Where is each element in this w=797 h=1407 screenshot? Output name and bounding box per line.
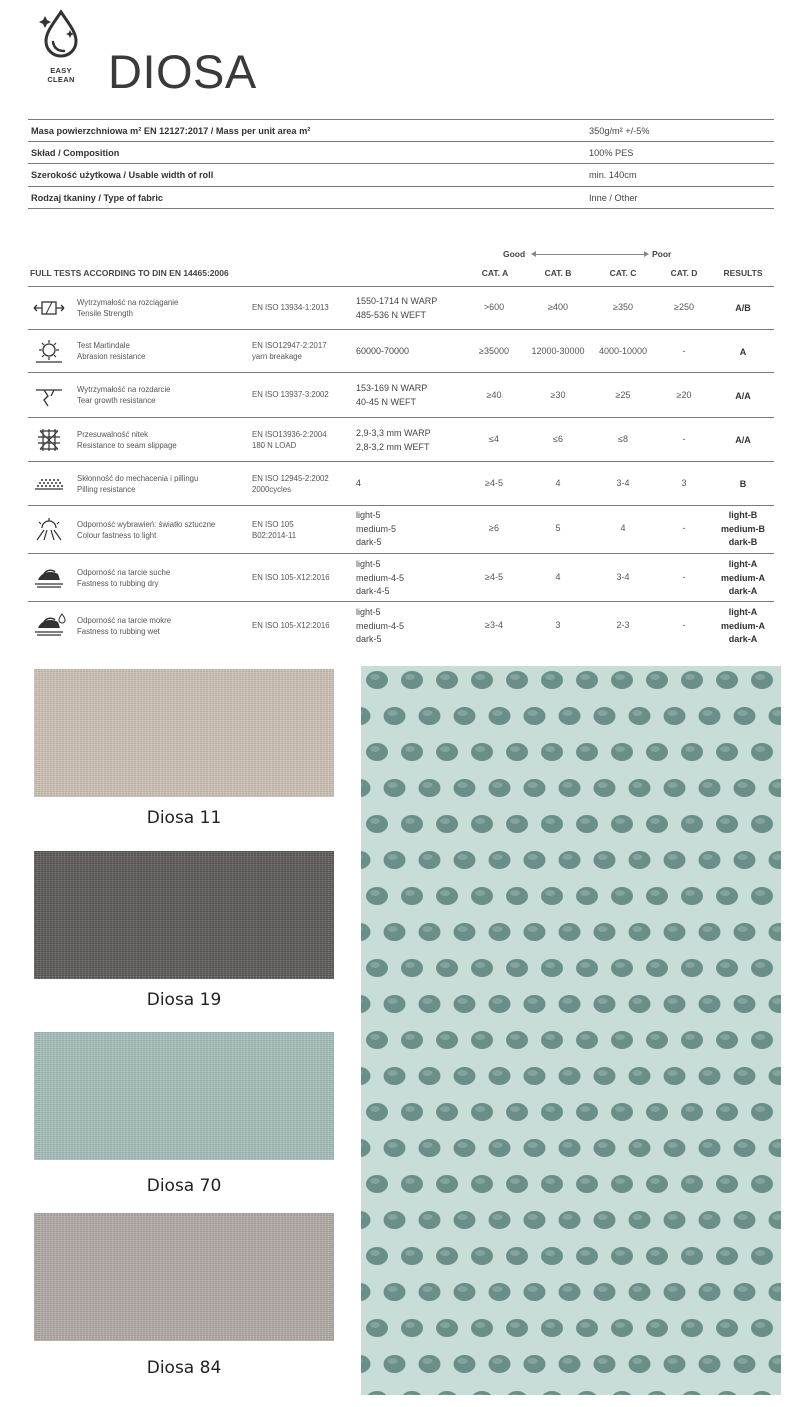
test-name-en: Tensile Strength [77, 309, 133, 318]
test-name-pl: Odporność na tarcie suche [77, 568, 171, 577]
logo-text-clean: CLEAN [47, 75, 75, 84]
cat-d-value: - [682, 346, 686, 356]
test-name-en: Fastness to rubbing dry [77, 579, 159, 588]
test-standard: EN ISO13936-2:2004 [252, 430, 327, 439]
fabric-swatch [34, 1213, 334, 1341]
test-result-value: 2,8-3,2 mm WEFT [356, 441, 430, 452]
test-name-pl: Przesuwalność nitek [77, 430, 149, 439]
spec-value: Inne / Other [589, 192, 638, 203]
test-standard: EN ISO 105 [252, 520, 294, 529]
result-grade: A/A [735, 435, 751, 445]
cat-c-value: 3-4 [616, 572, 630, 582]
easy-clean-logo [34, 8, 88, 88]
cat-c-value: 3-4 [616, 478, 630, 488]
cat-c-value: ≤8 [618, 434, 628, 444]
test-result-value: medium-4-5 [356, 572, 405, 583]
droplet-sparkle-icon [38, 8, 84, 60]
test-standard-note: 2000cycles [252, 485, 292, 494]
cat-b-value: 5 [555, 523, 561, 533]
spec-row [28, 142, 774, 165]
pilling-icon [32, 471, 66, 497]
cat-c-value: 2-3 [616, 620, 630, 630]
column-header: CAT. A [481, 268, 509, 278]
swatch-label: Diosa 11 [146, 808, 222, 828]
table-row [28, 287, 774, 330]
cat-b-value: ≥400 [548, 302, 568, 312]
test-name-en: Fastness to rubbing wet [77, 627, 160, 636]
test-name-en: Resistance to seam slippage [77, 441, 177, 450]
result-grade: A/B [735, 303, 751, 313]
scale-good-label: Good [503, 249, 526, 259]
spec-row [28, 187, 774, 210]
spec-label: Masa powierzchniowa m² EN 12127:2017 / Mass per unit area m² [31, 126, 311, 136]
test-result-value: medium-5 [356, 523, 397, 534]
table-row [28, 554, 774, 602]
result-grade: medium-A [720, 620, 765, 631]
cat-b-value: 4 [555, 478, 561, 488]
tear-growth-icon [32, 382, 66, 408]
test-name-pl: Skłonność do mechacenia i pillingu [77, 474, 199, 483]
cat-c-value: ≥25 [615, 390, 631, 400]
swatch-label: Diosa 19 [146, 990, 222, 1010]
rubbing-dry-icon [32, 564, 66, 590]
table-row [28, 373, 774, 418]
table-row [28, 330, 774, 373]
result-grade: medium-A [720, 572, 765, 583]
result-grade: dark-A [728, 634, 758, 644]
cat-d-value: - [682, 572, 686, 582]
cat-a-value: >600 [483, 302, 505, 312]
result-grade: A/A [735, 391, 751, 401]
test-result-value: 40-45 N WEFT [356, 396, 417, 407]
spec-value: min. 140cm [589, 170, 637, 180]
table-row [28, 602, 774, 651]
cat-b-value: 3 [555, 620, 561, 630]
test-name-pl: Test Martindale [77, 341, 130, 350]
rubbing-wet-icon [32, 612, 66, 638]
fabric-swatch [34, 851, 334, 979]
test-result-value: 485-536 N WEFT [356, 309, 427, 320]
test-result-value: medium-4-5 [356, 620, 405, 631]
cat-a-value: ≤4 [489, 434, 499, 444]
spec-label: Szerokość użytkowa / Usable width of roll [31, 170, 214, 180]
cat-d-value: - [682, 434, 686, 444]
test-result-value: 153-169 N WARP [356, 383, 428, 393]
test-result-value: light-5 [356, 510, 381, 520]
cat-d-value: - [682, 620, 686, 630]
abrasion-icon [32, 338, 66, 364]
test-name-en: Tear growth resistance [77, 396, 156, 405]
result-grade: light-A [728, 607, 758, 617]
cat-a-value: ≥4-5 [485, 572, 503, 582]
result-grade: A [739, 347, 747, 357]
test-name-pl: Wytrzymałość na rozciąganie [77, 298, 179, 307]
cat-d-value: - [682, 523, 686, 533]
cat-b-value: 12000-30000 [531, 346, 585, 356]
logo-text-easy: EASY [50, 66, 72, 75]
test-standard-note: 180 N LOAD [252, 441, 297, 450]
cat-b-value: ≤6 [553, 434, 563, 444]
test-standard: EN ISO 105-X12:2016 [252, 573, 330, 582]
test-result-value: light-5 [356, 559, 381, 569]
swatch-label: Diosa 84 [146, 1358, 222, 1378]
test-standard-note: B02:2014-11 [252, 531, 297, 540]
test-result-value: 2,9-3,3 mm WARP [356, 428, 431, 438]
test-result-value: 4 [356, 478, 362, 488]
test-result-value: dark-5 [356, 634, 382, 644]
test-standard: EN ISO 12945-2:2002 [252, 474, 329, 483]
test-result-value: dark-4-5 [356, 586, 390, 596]
spec-label: Rodzaj tkaniny / Type of fabric [31, 192, 164, 203]
cat-a-value: ≥35000 [479, 346, 509, 356]
spec-value: 350g/m² +/-5% [589, 126, 650, 136]
result-grade: medium-B [720, 523, 765, 534]
column-header: RESULTS [723, 268, 763, 278]
result-grade: light-A [728, 559, 758, 569]
spec-table [28, 119, 774, 209]
scale-poor-label: Poor [652, 249, 672, 259]
test-result-value: 1550-1714 N WARP [356, 296, 438, 306]
test-result-value: light-5 [356, 607, 381, 617]
tests-table-header [28, 266, 774, 287]
spec-value: 100% PES [589, 147, 634, 158]
test-name-pl: Odporność wybrawień: światło sztuczne [77, 520, 216, 529]
product-title: DIOSA [108, 45, 257, 98]
test-name-en: Colour fastness to light [77, 531, 157, 540]
cat-b-value: 4 [555, 572, 561, 582]
tensile-strength-icon [32, 295, 66, 321]
weave-texture [361, 666, 781, 1395]
column-header: CAT. B [544, 268, 572, 278]
scale-arrow-icon [532, 254, 648, 255]
cat-d-value: 3 [681, 478, 687, 488]
tests-heading: FULL TESTS ACCORDING TO DIN EN 14465:2006 [30, 268, 229, 278]
spec-row [28, 119, 774, 142]
column-header: CAT. C [609, 268, 637, 278]
fabric-swatch [34, 1032, 334, 1160]
test-standard: EN ISO 13937-3:2002 [252, 390, 329, 399]
tests-table [28, 287, 774, 651]
column-header: CAT. D [670, 268, 698, 278]
cat-c-value: 4 [620, 523, 626, 533]
test-standard: EN ISO 105-X12:2016 [252, 621, 330, 630]
result-grade: B [739, 479, 747, 489]
test-result-value: dark-5 [356, 537, 382, 547]
table-row [28, 418, 774, 462]
test-standard: EN ISO 13934-1:2013 [252, 303, 329, 312]
cat-b-value: ≥30 [550, 390, 566, 400]
table-row [28, 462, 774, 506]
cat-a-value: ≥4-5 [485, 478, 503, 488]
fabric-closeup-image [361, 666, 781, 1395]
spec-row [28, 164, 774, 187]
result-grade: dark-B [728, 537, 758, 547]
test-name-pl: Wytrzymałość na rozdarcie [77, 385, 171, 394]
test-standard-note: yarn breakage [252, 352, 302, 361]
test-name-pl: Odporność na tarcie mokre [77, 616, 172, 625]
cat-a-value: ≥40 [486, 390, 502, 400]
test-result-value: 60000-70000 [356, 346, 410, 356]
table-row [28, 506, 774, 554]
cat-a-value: ≥6 [489, 523, 499, 533]
cat-c-value: ≥350 [613, 302, 633, 312]
cat-d-value: ≥250 [674, 302, 694, 312]
cat-a-value: ≥3-4 [485, 620, 503, 630]
cat-c-value: 4000-10000 [598, 346, 648, 356]
result-grade: dark-A [728, 586, 758, 596]
test-standard: EN ISO12947-2:2017 [252, 341, 327, 350]
test-name-en: Abrasion resistance [77, 352, 146, 361]
result-grade: light-B [728, 510, 758, 520]
test-name-en: Pilling resistance [77, 485, 136, 494]
seam-slippage-icon [32, 427, 66, 453]
swatch-label: Diosa 70 [146, 1176, 222, 1196]
spec-label: Skład / Composition [31, 147, 120, 158]
cat-d-value: ≥20 [676, 390, 692, 400]
fabric-swatch [34, 669, 334, 797]
light-fastness-icon [32, 516, 66, 542]
